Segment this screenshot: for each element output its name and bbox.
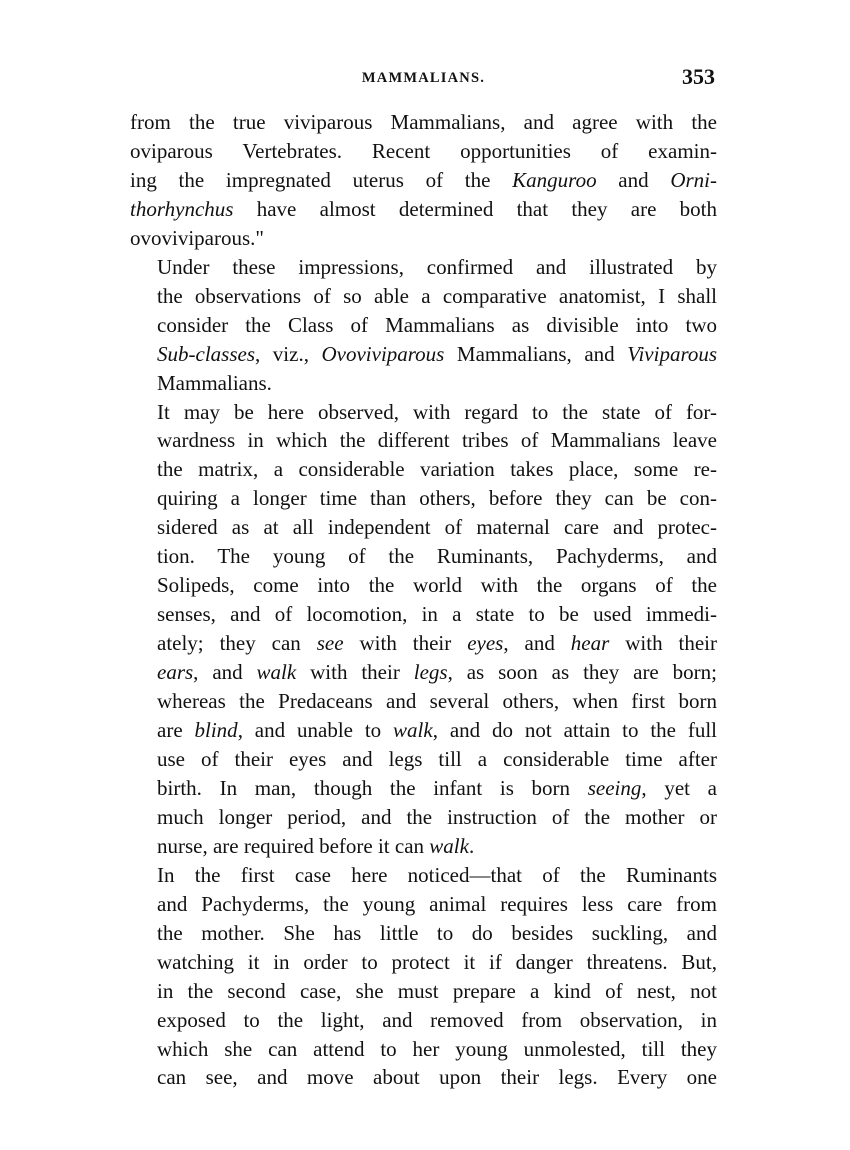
text-span: exposed to the light, and removed from observation, in [157, 1007, 717, 1032]
line-row [130, 195, 717, 224]
text-span: wardness in which the different tribes of Mammalians leave [157, 428, 717, 453]
line-row [130, 1035, 717, 1064]
text-line [157, 631, 717, 655]
text-line [130, 168, 717, 192]
italic-text: Ovoviviparous [321, 341, 445, 366]
paragraph [130, 861, 717, 1093]
text-span: . [468, 833, 475, 858]
text-span: senses, and of locomotion, in a state to be used immedi- [157, 602, 717, 627]
text-line [157, 892, 717, 916]
italic-text: legs [413, 660, 448, 685]
italic-text: Viviparous [627, 341, 718, 366]
line-row [130, 687, 717, 716]
text-line [157, 979, 717, 1003]
text-span: the mother. She has little to do besides suckling, and [157, 920, 717, 945]
text-line [157, 950, 717, 974]
italic-text: walk [256, 660, 297, 685]
text-line [157, 486, 717, 510]
text-line [157, 457, 717, 481]
running-header [130, 64, 717, 90]
italic-text: seeing [587, 775, 642, 800]
italic-text: thorhynchus [130, 196, 234, 221]
text-line [157, 544, 717, 568]
line-row [130, 890, 717, 919]
text-line [157, 805, 717, 829]
line-row [130, 542, 717, 571]
text-span: Mammalians, and [444, 341, 628, 366]
text-span: , and [193, 660, 257, 685]
text-line [157, 718, 717, 742]
text-span: ovoviviparous." [130, 225, 264, 250]
text-span: are [157, 718, 195, 743]
text-span: quiring a longer time than others, before they can be con- [157, 486, 717, 511]
line-row [130, 224, 717, 253]
text-line [157, 1008, 717, 1032]
text-line [130, 197, 717, 221]
text-span: It may be here observed, with regard to the state of for- [157, 399, 717, 424]
line-row [130, 455, 717, 484]
line-row [130, 484, 717, 513]
text-line [157, 313, 717, 337]
text-span: which she can attend to her young unmolested, till they [157, 1036, 717, 1061]
text-span: have almost determined that they are both [233, 196, 717, 221]
text-line [157, 515, 717, 539]
line-row [130, 398, 717, 427]
line-row [130, 832, 717, 861]
text-span: much longer period, and the instruction of the mother or [157, 804, 717, 829]
line-row [130, 282, 717, 311]
text-span: from the true viviparous Mammalians, and agree with the [130, 110, 717, 134]
text-span: Solipeds, come into the world with the organs of the [157, 573, 717, 598]
text-span: ing the impregnated uterus of the [130, 167, 513, 192]
text-line [157, 863, 717, 887]
italic-text: eyes [467, 631, 504, 656]
text-span: , and do not attain to the full [432, 718, 718, 743]
text-span: , yet a [641, 775, 717, 800]
text-line [130, 226, 264, 250]
line-row [130, 166, 717, 195]
text-span: whereas the Predaceans and several others, when first born [157, 689, 717, 714]
line-row [130, 948, 717, 977]
text-line [157, 342, 717, 366]
text-span: nurse, are required before it can [157, 833, 430, 858]
line-row [130, 658, 717, 687]
text-line [157, 834, 474, 858]
line-row [130, 108, 717, 137]
text-line [157, 573, 717, 597]
line-row [130, 311, 717, 340]
line-row [130, 803, 717, 832]
text-span: the observations of so able a comparative anatomist, I shall [157, 283, 717, 308]
text-line [157, 255, 717, 279]
paragraph [130, 398, 717, 861]
text-span: Under these impressions, confirmed and illustrated by [157, 254, 717, 279]
text-span: , and [503, 631, 571, 656]
text-span: oviparous Vertebrates. Recent opportunities of examin- [130, 138, 717, 163]
line-row [130, 716, 717, 745]
line-row [130, 426, 717, 455]
line-row [130, 977, 717, 1006]
text-span: Mammalians. [157, 370, 272, 395]
line-row [130, 253, 717, 282]
text-line [157, 428, 717, 452]
line-row [130, 629, 717, 658]
text-span: tion. The young of the Ruminants, Pachyderms, and [157, 544, 717, 569]
line-row [130, 600, 717, 629]
line-row [130, 369, 717, 398]
text-line [157, 371, 272, 395]
text-span: sidered as at all independent of maternal care and protec- [157, 515, 717, 540]
italic-text: Sub-classes [157, 341, 255, 366]
text-span: with their [343, 631, 468, 656]
text-span: in the second case, she must prepare a kind of nest, not [157, 978, 717, 1003]
line-row [130, 1063, 717, 1092]
text-span: with their [296, 660, 414, 685]
paragraph [130, 108, 717, 253]
line-row [130, 137, 717, 166]
line-row [130, 340, 717, 369]
text-span: , viz., [255, 341, 322, 366]
text-span: birth. In man, though the infant is born [157, 775, 588, 800]
italic-text: walk [393, 718, 433, 743]
italic-text: walk [429, 833, 469, 858]
text-line [157, 689, 717, 713]
text-span: consider the Class of Mammalians as divisible into two [157, 312, 717, 337]
body-text [130, 108, 717, 1092]
text-span: , and unable to [237, 718, 394, 743]
text-span: the matrix, a considerable variation takes place, some re- [157, 457, 717, 482]
italic-text: ears [157, 660, 194, 685]
line-row [130, 513, 717, 542]
text-line [157, 602, 717, 626]
line-row [130, 571, 717, 600]
text-line [157, 1065, 717, 1089]
italic-text: Kanguroo [512, 167, 597, 192]
line-row [130, 745, 717, 774]
text-span: watching it in order to protect it if danger threatens. But, [157, 949, 717, 974]
text-span: use of their eyes and legs till a considerable time after [157, 746, 717, 771]
paragraph [130, 253, 717, 398]
text-line [157, 1037, 717, 1061]
text-span: can see, and move about upon their legs. Every one [157, 1065, 717, 1090]
text-line [157, 400, 717, 424]
running-title: MAMMALIANS. [361, 70, 486, 86]
text-span: In the first case here noticed—that of the Ruminants [157, 862, 717, 887]
text-line [157, 747, 717, 771]
italic-text: blind [194, 718, 238, 743]
text-line [157, 776, 717, 800]
italic-text: see [316, 631, 344, 656]
text-line [130, 139, 717, 163]
page-number: 353 [682, 64, 715, 89]
italic-text: hear [570, 631, 610, 656]
text-line [157, 921, 717, 945]
text-line [130, 110, 717, 134]
text-line [157, 284, 717, 308]
text-span: with their [609, 631, 717, 656]
text-span: ately; they can [157, 631, 317, 656]
text-span: and Pachyderms, the young animal requires less care from [157, 891, 717, 916]
text-line [157, 660, 717, 684]
line-row [130, 861, 717, 890]
italic-text: Orni- [670, 167, 717, 192]
line-row [130, 1006, 717, 1035]
text-span: and [596, 167, 671, 192]
text-span: , as soon as they are born; [447, 660, 717, 685]
line-row [130, 774, 717, 803]
line-row [130, 919, 717, 948]
